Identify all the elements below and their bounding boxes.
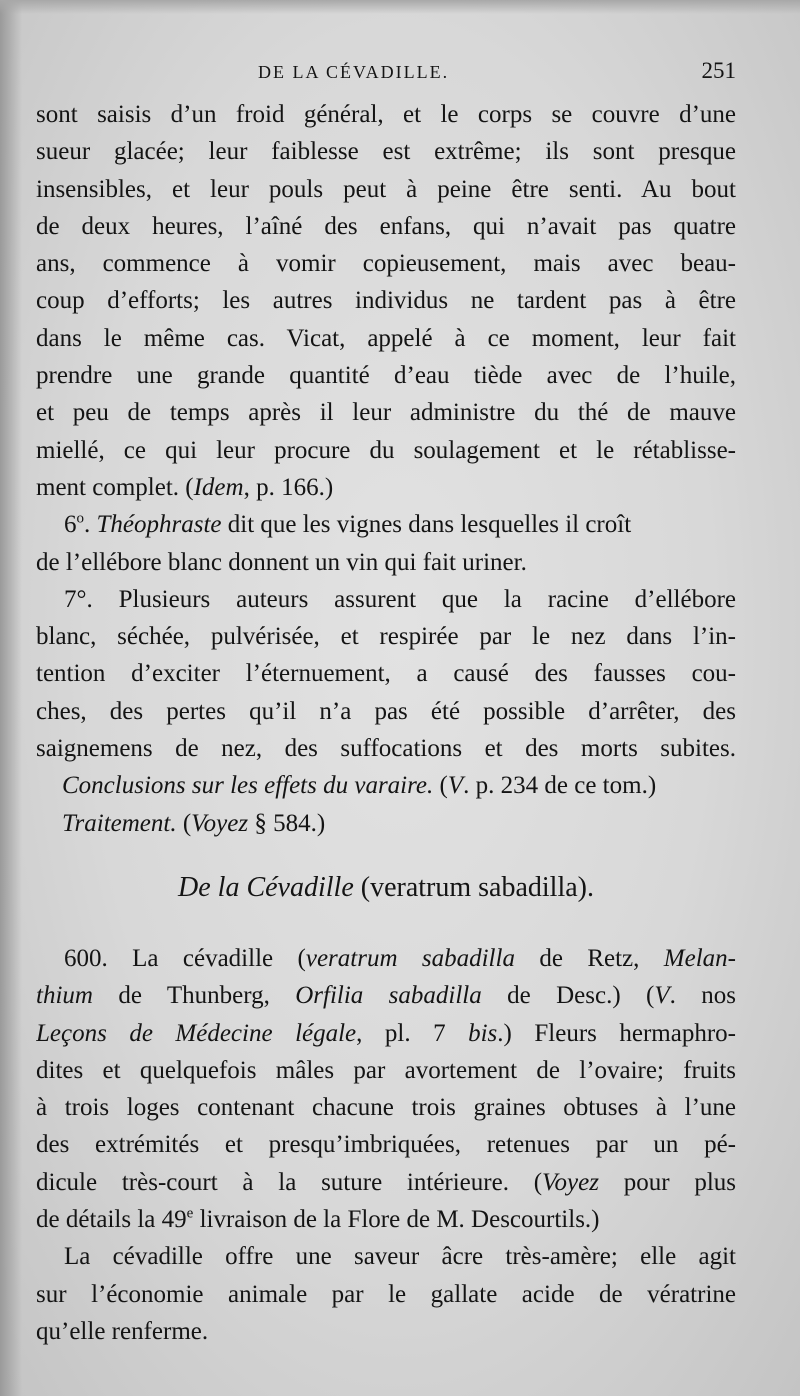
italic-text: V — [447, 772, 464, 800]
text-line: à trois loges contenant chacune trois graines obtuses à l’une — [36, 1094, 736, 1122]
text-run: . p. 234 de ce tom.) — [463, 772, 657, 800]
text-run: dit que les vignes dans lesquelles il croît — [221, 511, 632, 539]
page-body — [36, 96, 736, 1350]
italic-text: bis — [468, 1019, 498, 1047]
superscript: o — [76, 510, 84, 527]
text-line: La cévadille offre une saveur âcre très-amère; elle agit — [64, 1243, 736, 1271]
text-run: ment complet. ( — [36, 473, 194, 501]
italic-text: veratrum sabadilla — [305, 944, 515, 972]
text-run: de Desc.) ( — [481, 982, 655, 1010]
text-run: (veratrum sabadilla). — [353, 871, 594, 903]
text-run: ( — [176, 809, 192, 837]
page-edge-shadow-left — [0, 0, 22, 1396]
text-line: sont saisis d’un froid général, et le corps se couvre d’une — [36, 101, 736, 128]
italic-text: Voyez — [191, 809, 249, 837]
text-run: de Retz, — [514, 944, 664, 972]
text-line: saignemens de nez, des suffocations et des morts subites. — [36, 735, 736, 763]
text-line: miellé, ce qui leur procure du soulagement et le rétablisse- — [36, 436, 736, 464]
italic-text: Orfilia sabadilla — [295, 982, 482, 1010]
text-line — [36, 469, 736, 506]
italic-text: Idem — [193, 473, 244, 501]
text-run: .) Fleurs hermaphro- — [497, 1019, 736, 1047]
text-line: blanc, séchée, pulvérisée, et respirée par le nez dans l’in- — [36, 623, 736, 651]
text-line: sueur glacée; leur faiblesse est extrême; ils sont presque — [36, 138, 736, 166]
text-run: § 584.) — [248, 809, 326, 837]
italic-text: Melan- — [663, 944, 736, 972]
text-line — [36, 977, 736, 1014]
text-run: dicule très-court à la suture intérieure. ( — [36, 1168, 543, 1196]
text-run: pour plus — [598, 1168, 736, 1196]
page-number: 251 — [701, 58, 736, 83]
text-run: , p. 166.) — [243, 473, 334, 501]
text-run: 600. La cévadille ( — [64, 944, 306, 972]
page-edge-shadow-top — [0, 0, 800, 14]
text-line — [36, 767, 736, 804]
section-title — [36, 856, 736, 920]
text-line: 7°. Plusieurs auteurs assurent que la racine d’ellébore — [64, 585, 736, 613]
text-run: ( — [433, 772, 448, 800]
italic-text: thium — [36, 982, 93, 1010]
text-run: de détails la 49 — [36, 1206, 187, 1234]
text-run: . — [84, 511, 97, 539]
text-run: de Thunberg, — [92, 982, 296, 1010]
text-line: et peu de temps après il leur administre du thé de mauve — [36, 399, 736, 427]
page-header — [36, 58, 736, 92]
text-line — [36, 1201, 736, 1238]
text-line: dites et quelquefois mâles par avortement de l’ovaire; fruits — [36, 1056, 736, 1084]
text-line: ches, des pertes qu’il n’a pas été possible d’arrêter, des — [36, 697, 736, 725]
text-line: coup d’efforts; les autres individus ne tardent pas à être — [36, 287, 736, 315]
item-number: 6 — [64, 511, 77, 539]
text-line: qu’elle renferme. — [36, 1317, 209, 1345]
text-line — [36, 940, 736, 977]
text-line: insensibles, et leur pouls peut à peine être senti. Au bout — [36, 175, 736, 203]
text-line: de l’ellébore blanc donnent un vin qui fait uriner. — [36, 548, 527, 576]
italic-text: Voyez — [542, 1168, 599, 1196]
text-run: , pl. 7 — [356, 1019, 469, 1047]
italic-text: Théophraste — [96, 511, 222, 539]
italic-text: V — [654, 982, 670, 1010]
text-line: tention d’exciter l’éternuement, a causé des fausses cou- — [36, 660, 736, 688]
text-line: des extrémités et presqu’imbriquées, retenues par un pé- — [36, 1131, 736, 1159]
superscript: e — [186, 1205, 194, 1222]
text-line: dans le même cas. Vicat, appelé à ce moment, leur fait — [36, 324, 736, 352]
text-line — [36, 805, 736, 842]
text-line: de deux heures, l’aîné des enfans, qui n’avait pas quatre — [36, 212, 736, 240]
text-line: sur l’économie animale par le gallate acide de vératrine — [36, 1280, 736, 1308]
italic-text: Conclusions sur les effets du varaire. — [62, 772, 434, 800]
running-head: DE LA CÉVADILLE. — [258, 62, 450, 82]
italic-text: Traitement. — [62, 809, 177, 837]
text-line — [36, 506, 736, 543]
text-line: ans, commence à vomir copieusement, mais avec beau- — [36, 250, 736, 278]
italic-text: De la Cévadille — [178, 871, 354, 903]
text-line — [36, 1164, 736, 1201]
italic-text: Leçons de Médecine légale — [36, 1019, 357, 1047]
text-run: livraison de la Flore de M. Descourtils.) — [193, 1206, 600, 1234]
text-line — [36, 1015, 736, 1052]
text-line: prendre une grande quantité d’eau tiède avec de l’huile, — [36, 362, 736, 390]
text-run: . nos — [669, 982, 736, 1010]
